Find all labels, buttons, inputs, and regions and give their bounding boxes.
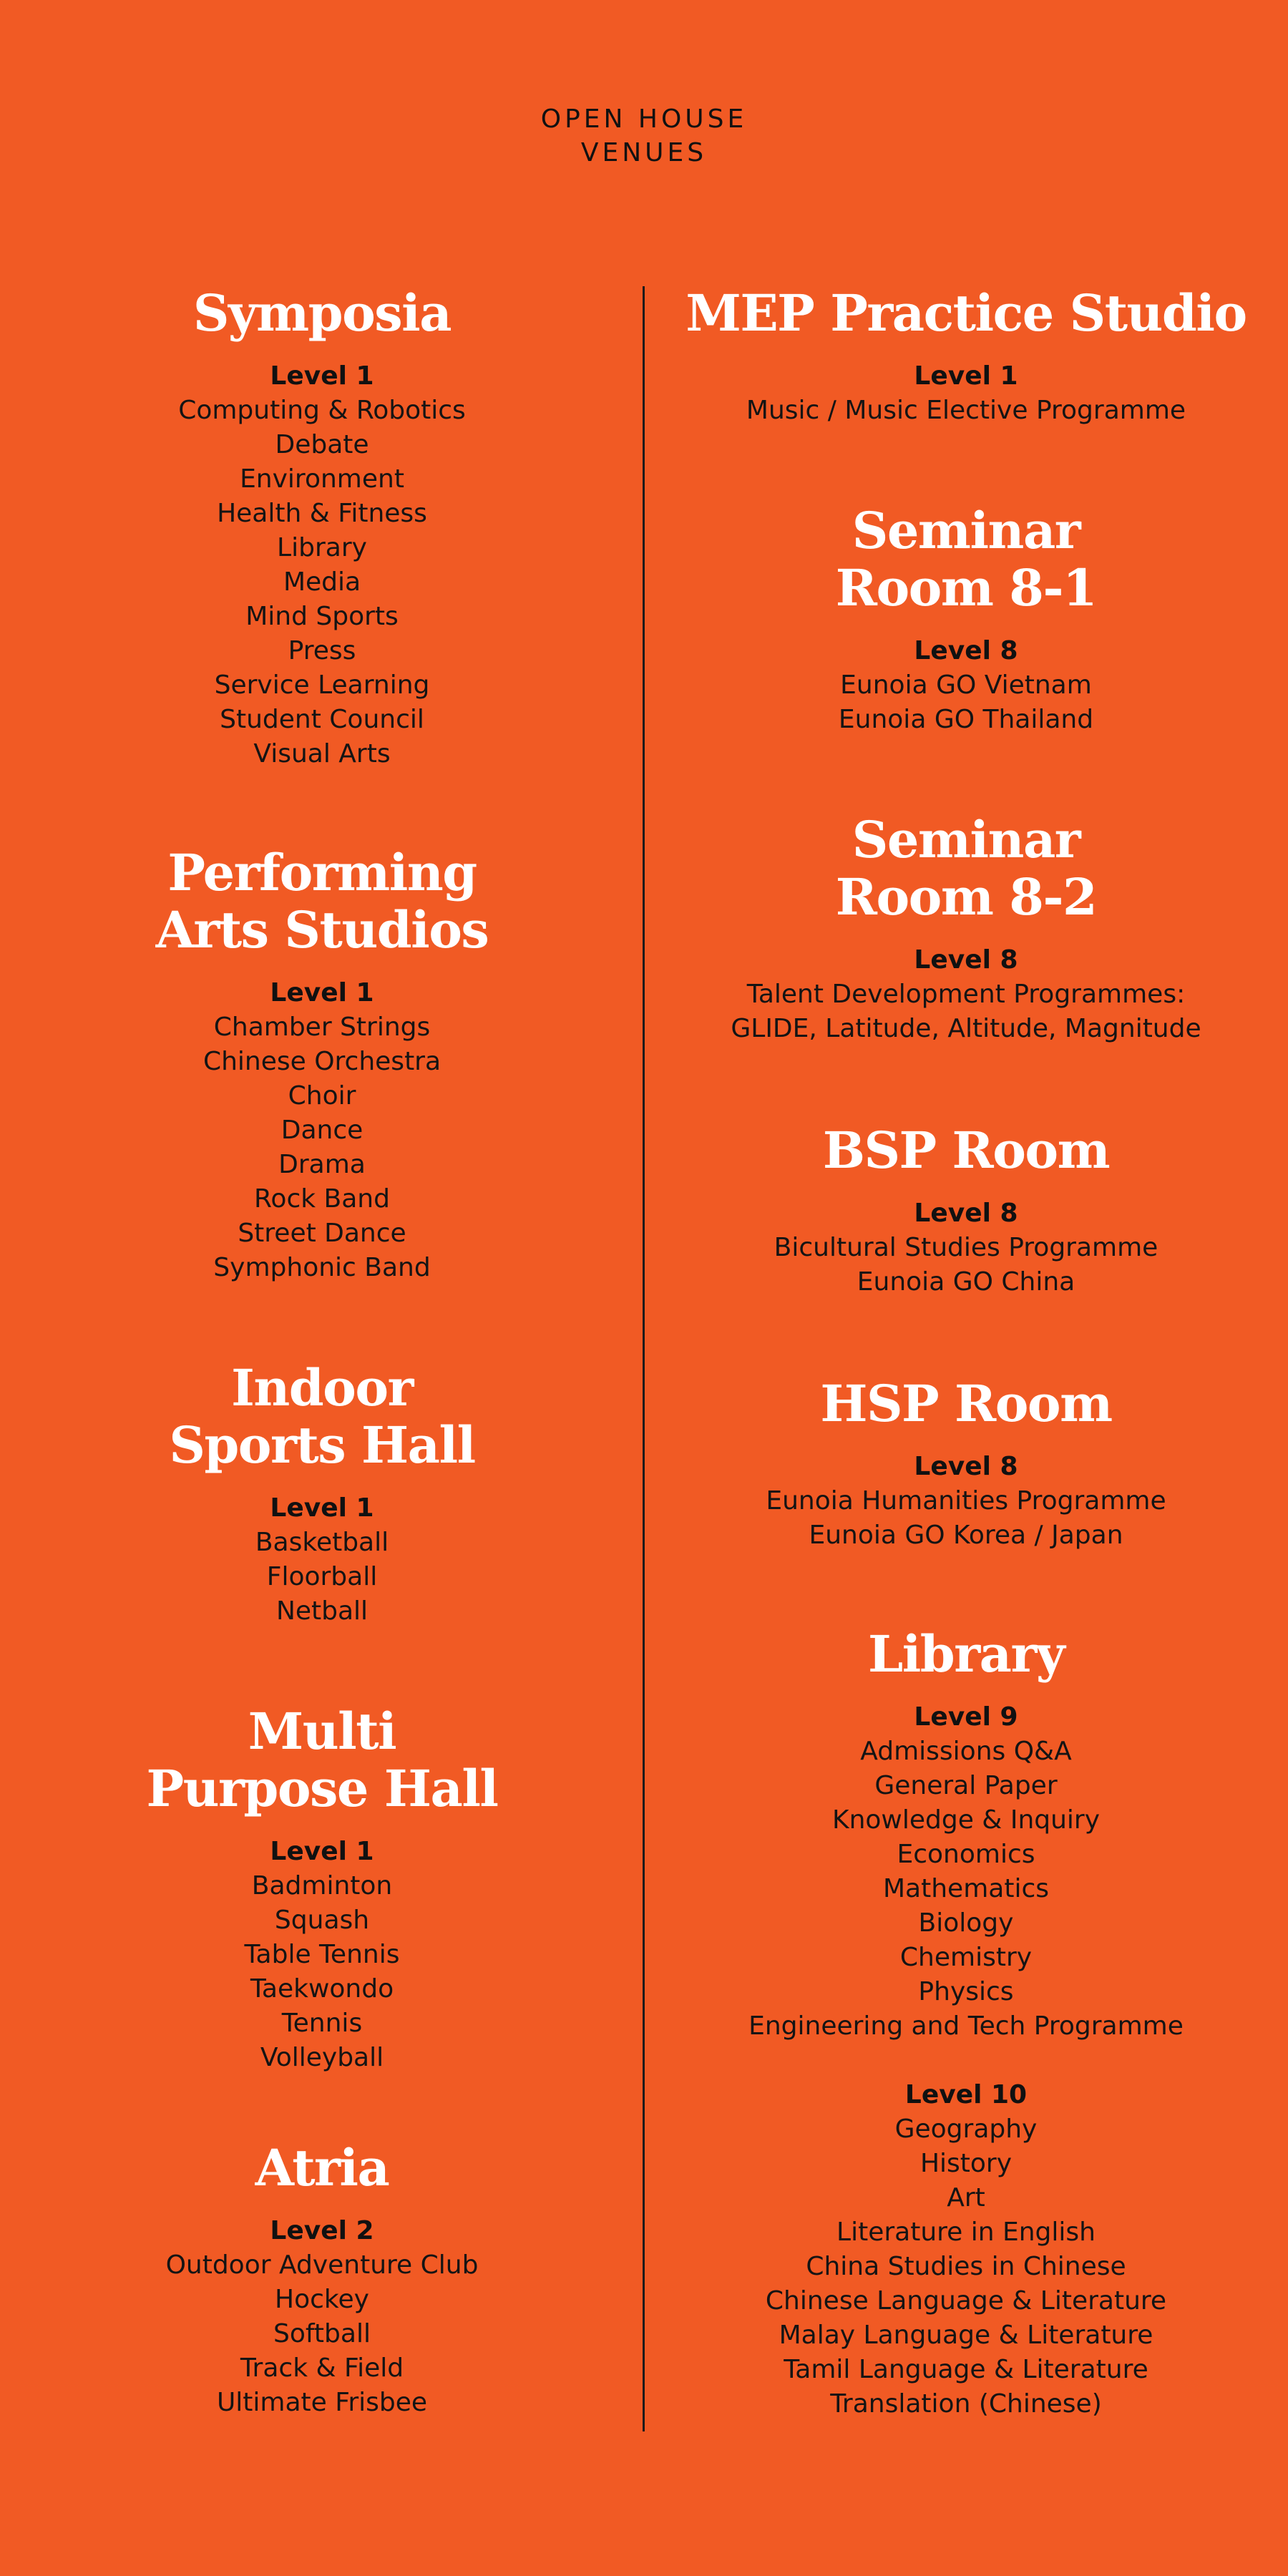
venue-title xyxy=(665,1626,1267,1683)
activity-item: Eunoia GO Thailand xyxy=(838,705,1094,734)
venue-library xyxy=(665,1626,1267,2421)
venue-title xyxy=(665,502,1267,617)
activity-item: Music / Music Elective Programme xyxy=(746,396,1186,425)
activity-item: Eunoia GO China xyxy=(857,1267,1075,1297)
venue-seminar-room-8-1 xyxy=(665,502,1267,737)
level-group xyxy=(64,1835,580,2075)
level-label: Level 9 xyxy=(914,1702,1018,1732)
activity-list xyxy=(64,1526,580,1629)
activity-item: Netball xyxy=(275,1596,369,1626)
activity-item: Drama xyxy=(278,1150,366,1179)
venue-title-line: Seminar xyxy=(852,501,1080,560)
activity-item: General Paper xyxy=(874,1771,1058,1800)
activity-item: Hockey xyxy=(275,2285,369,2314)
venue-title xyxy=(665,1375,1267,1433)
activity-list xyxy=(64,394,580,771)
activity-item: Translation (Chinese) xyxy=(830,2389,1102,2419)
venue-title-line: HSP Room xyxy=(820,1374,1112,1433)
activity-list xyxy=(665,1735,1267,2044)
activity-item: Softball xyxy=(273,2319,371,2348)
activity-item: Dance xyxy=(280,1116,364,1145)
activity-item: Choir xyxy=(288,1081,356,1111)
level-label: Level 1 xyxy=(270,1837,374,1866)
venue-title xyxy=(665,285,1267,342)
activity-list xyxy=(64,1869,580,2075)
activity-item: Bicultural Studies Programme xyxy=(774,1233,1158,1262)
venue-title xyxy=(64,285,580,342)
activity-item: History xyxy=(919,2149,1013,2178)
level-group xyxy=(64,359,580,771)
page-header xyxy=(0,102,1288,170)
level-group xyxy=(64,976,580,1285)
level-label: Level 8 xyxy=(914,1452,1018,1481)
activity-item: Taekwondo xyxy=(250,1974,394,2004)
activity-item: Library xyxy=(277,533,367,562)
activity-item: Tamil Language & Literature xyxy=(784,2355,1148,2384)
activity-list xyxy=(665,977,1267,1046)
level-label: Level 1 xyxy=(270,978,374,1008)
activity-item: China Studies in Chinese xyxy=(806,2252,1126,2281)
level-label: Level 1 xyxy=(914,361,1018,391)
activity-item: Floorball xyxy=(266,1562,378,1591)
activity-item: Art xyxy=(947,2183,985,2212)
activity-list xyxy=(665,394,1267,428)
venue-mep-practice-studio xyxy=(665,285,1267,428)
activity-item: Eunoia Humanities Programme xyxy=(766,1486,1166,1516)
activity-item: Ultimate Frisbee xyxy=(216,2388,428,2417)
level-label: Level 2 xyxy=(270,2216,374,2245)
activity-item: Badminton xyxy=(251,1871,393,1901)
venue-title-line: Purpose Hall xyxy=(146,1759,498,1818)
venue-title xyxy=(665,1122,1267,1179)
activity-item: Basketball xyxy=(255,1528,389,1557)
activity-item: Admissions Q&A xyxy=(860,1737,1072,1766)
activity-item: GLIDE, Latitude, Altitude, Magnitude xyxy=(731,1014,1201,1043)
venue-seminar-room-8-2 xyxy=(665,811,1267,1046)
level-group xyxy=(665,2078,1267,2421)
activity-item: Table Tennis xyxy=(244,1940,400,1969)
activity-item: Symphonic Band xyxy=(213,1253,431,1282)
activity-item: Outdoor Adventure Club xyxy=(165,2250,479,2280)
activity-item: Visual Arts xyxy=(253,739,391,769)
activity-item: Talent Development Programmes: xyxy=(746,980,1186,1009)
activity-list xyxy=(665,1484,1267,1553)
venue-title xyxy=(64,1360,580,1474)
activity-item: Eunoia GO Vietnam xyxy=(840,670,1092,700)
activity-item: Chemistry xyxy=(899,1943,1033,1972)
activity-list xyxy=(665,2112,1267,2421)
activity-item: Chamber Strings xyxy=(213,1013,431,1042)
venue-title xyxy=(64,1703,580,1818)
level-label: Level 1 xyxy=(270,1493,374,1523)
venue-performing-arts-studios xyxy=(64,844,580,1285)
activity-list xyxy=(665,1231,1267,1299)
activity-item: Press xyxy=(288,636,356,665)
level-label: Level 8 xyxy=(914,636,1018,665)
activity-item: Literature in English xyxy=(836,2218,1096,2247)
activity-item: Eunoia GO Korea / Japan xyxy=(809,1521,1123,1550)
venue-title-line: Indoor xyxy=(231,1358,413,1418)
header-line-1: OPEN HOUSE xyxy=(540,104,748,134)
venue-title-line: Arts Studios xyxy=(155,900,489,960)
activity-item: Computing & Robotics xyxy=(178,396,466,425)
activity-item: Rock Band xyxy=(254,1184,390,1214)
level-group xyxy=(665,943,1267,1046)
activity-item: Health & Fitness xyxy=(217,499,427,528)
activity-item: Student Council xyxy=(220,705,424,734)
venue-title-line: Performing xyxy=(167,843,477,902)
activity-item: Chinese Language & Literature xyxy=(765,2286,1167,2316)
activity-item: Economics xyxy=(897,1840,1035,1869)
level-group xyxy=(665,1450,1267,1553)
activity-item: Tennis xyxy=(281,2009,363,2038)
venue-bsp-room xyxy=(665,1122,1267,1299)
activity-item: Track & Field xyxy=(240,2353,404,2383)
venue-title-line: Library xyxy=(867,1624,1065,1684)
level-label: Level 10 xyxy=(904,2080,1028,2109)
level-label: Level 8 xyxy=(914,945,1018,975)
venue-title-line: Room 8-2 xyxy=(835,867,1097,927)
level-group xyxy=(665,634,1267,737)
activity-item: Debate xyxy=(275,430,369,459)
activity-item: Volleyball xyxy=(260,2043,384,2072)
level-label: Level 8 xyxy=(914,1199,1018,1228)
level-group xyxy=(665,359,1267,428)
venue-title-line: Multi xyxy=(248,1702,396,1761)
activity-item: Physics xyxy=(918,1977,1014,2006)
activity-item: Mind Sports xyxy=(245,602,399,631)
venue-title xyxy=(64,844,580,959)
header-line-2: VENUES xyxy=(580,138,708,167)
activity-list xyxy=(64,2248,580,2420)
venue-multi-purpose-hall xyxy=(64,1703,580,2075)
venue-title-line: MEP Practice Studio xyxy=(686,283,1246,343)
venue-title-line: Atria xyxy=(255,2138,389,2197)
level-group xyxy=(64,2214,580,2420)
level-group xyxy=(64,1491,580,1629)
activity-item: Biology xyxy=(918,1908,1014,1938)
column-divider xyxy=(643,286,645,2431)
level-group xyxy=(665,1700,1267,2044)
venue-title-line: Sports Hall xyxy=(169,1415,475,1475)
venue-title-line: Seminar xyxy=(852,810,1080,869)
level-label: Level 1 xyxy=(270,361,374,391)
activity-item: Environment xyxy=(240,464,404,494)
activity-item: Squash xyxy=(274,1906,370,1935)
activity-item: Service Learning xyxy=(214,670,430,700)
activity-list xyxy=(64,1010,580,1285)
venue-indoor-sports-hall xyxy=(64,1360,580,1629)
activity-item: Knowledge & Inquiry xyxy=(831,1805,1101,1835)
activity-item: Malay Language & Literature xyxy=(779,2321,1153,2350)
activity-item: Chinese Orchestra xyxy=(203,1047,441,1076)
activity-item: Mathematics xyxy=(883,1874,1049,1903)
venue-title-line: Room 8-1 xyxy=(835,558,1097,618)
activity-item: Engineering and Tech Programme xyxy=(748,2011,1184,2041)
venue-title xyxy=(665,811,1267,926)
venue-title-line: BSP Room xyxy=(822,1121,1110,1180)
activity-item: Street Dance xyxy=(238,1219,406,1248)
venue-symposia xyxy=(64,285,580,771)
venue-title xyxy=(64,2140,580,2197)
activity-list xyxy=(665,668,1267,737)
activity-item: Media xyxy=(283,567,361,597)
venue-atria xyxy=(64,2140,580,2420)
venue-title-line: Symposia xyxy=(192,283,452,343)
venue-hsp-room xyxy=(665,1375,1267,1553)
level-group xyxy=(665,1196,1267,1299)
activity-item: Geography xyxy=(894,2114,1038,2144)
